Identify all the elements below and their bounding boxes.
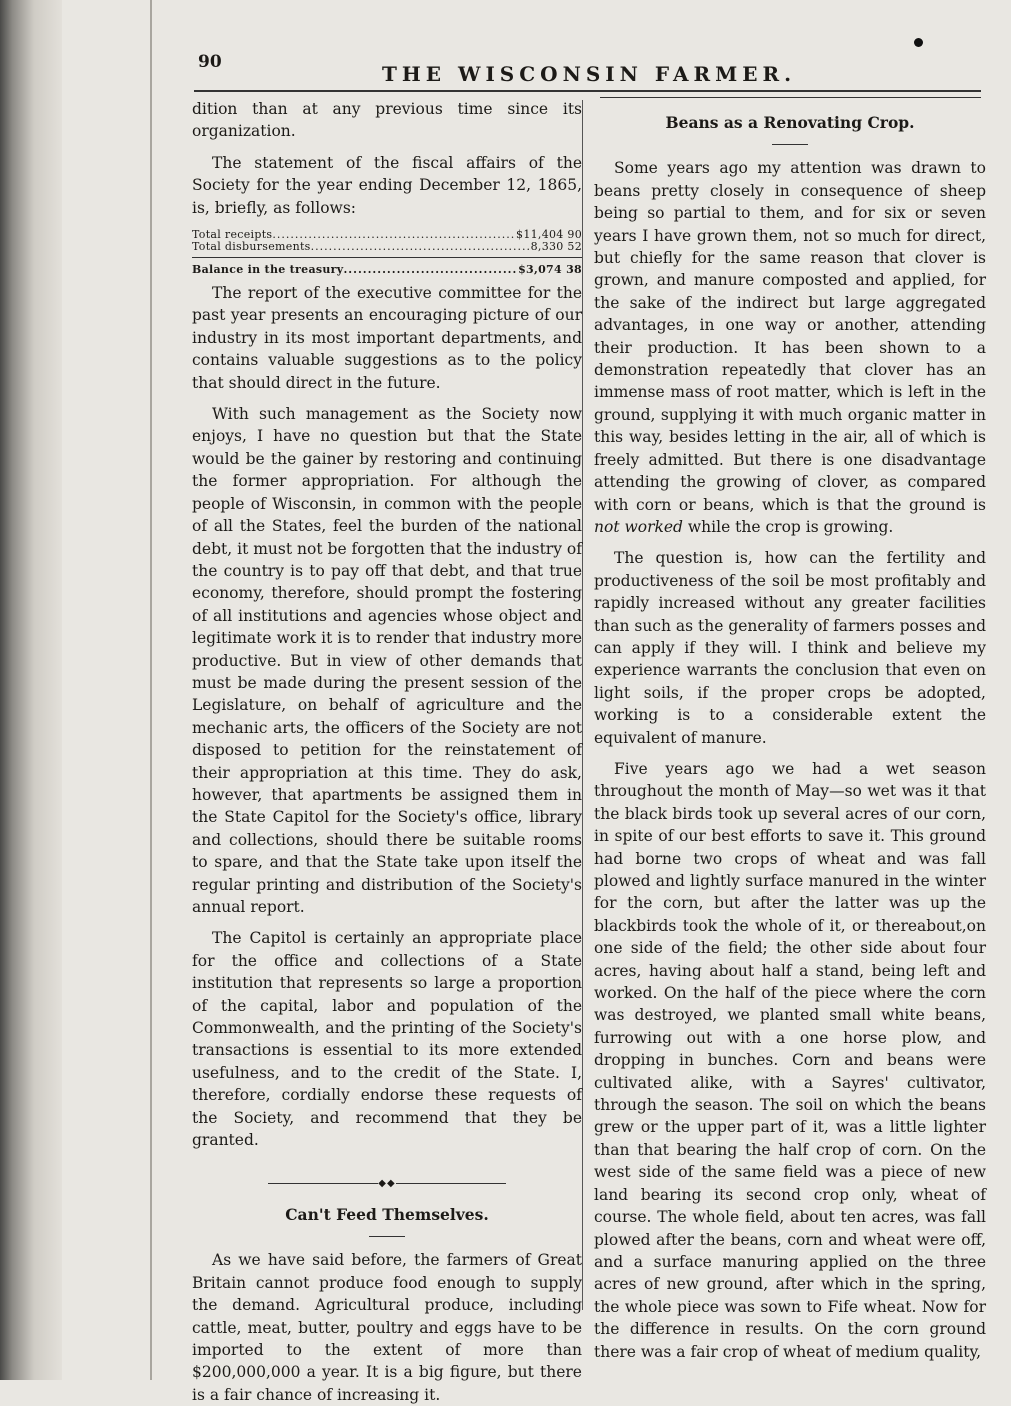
balance-label: Balance in the treasury (192, 263, 344, 277)
right-column (594, 112, 986, 1363)
balance-value: $3,074 38 (518, 263, 582, 277)
ornament-diamonds: ◆◆ (378, 1178, 396, 1190)
page-number: 90 (198, 52, 222, 72)
paragraph-text: while the crop is growing. (687, 517, 894, 536)
paragraph: The statement of the fiscal affairs of the Society for the year ending December 12, 1865, is, briefly, as follows: (192, 153, 582, 217)
receipts-label: Total receipts (192, 228, 273, 242)
disbursements-value: 8,330 52 (530, 240, 582, 254)
paragraph: The Capitol is certainly an appropriate place for the office and collections of a State institution that represents so large a proportion of the capital, labor and population of the Commonwealth, and the printing of the Society's transactions is essential to its more extended usefulness, and to the credit of the State. I, therefore, cordially endorse these requests of the Society, and recommend that they be granted. (192, 929, 582, 1150)
section-ornament (192, 1173, 582, 1195)
paragraph: The question is, how can the fertility and productiveness of the soil be most profitably and rapidly increased without any greater facilities than such as the generality of farmers posses and can apply if they will. I think and believe my experience warrants the conclusion that even on light soils, if the proper crops be adopted, working is to a considerable extent the equivalent of manure. (594, 549, 986, 747)
column-divider (582, 100, 583, 1310)
title-rule (772, 144, 808, 145)
header-rule (194, 90, 981, 92)
receipts-value: $11,404 90 (516, 228, 582, 242)
ink-blot (914, 38, 923, 47)
paragraph: Five years ago we had a wet season throughout the month of May—so wet was it that the black birds took up several acres of our corn, in spite of our best efforts to save it. This ground had borne two crops of wheat and was fall plowed and lightly surface manured in the winter for the corn, but after the latter was up the blackbirds took the whole of it, or thereabout,on one side of the field; the other side about four acres, having about half a stand, being left and worked. On the half of the piece where the corn was destroyed, we planted small white beans, furrowing out with a one horse plow, and dropping in bunches. Corn and beans were cultivated alike, with a Sayres' cultivator, through the season. The soil on which the beans grew or the upper part of it, was a little lighter than that bearing the half crop of corn. On the west side of the same field was a piece of new land bearing its second crop only, wheat of course. The whole field, about ten acres, was fall plowed after the beans, corn and wheat were off, and a surface manuring applied on the three acres of new ground, after which in the spring, the whole piece was sown to Fife wheat. Now for the difference in results. On the corn ground there was a fair crop of wheat of medium quality, (594, 759, 986, 1361)
sum-rule (192, 257, 582, 258)
paragraph: As we have said before, the farmers of Great Britain cannot produce food enough to supply the demand. Agricultural produce, including cattle, meat, butter, poultry and eggs have to be imported to the extent of more than $200,000,000 a year. It is a big figure, but there is a fair chance of increasing it. (192, 1251, 582, 1404)
section-title: Can't Feed Themselves. (285, 1204, 489, 1224)
paragraph-text: Some years ago my attention was drawn to beans pretty closely in consequence of sheep being so partial to them, and for six or seven years I have grown them, not so much for direct, but chiefly for the same reason that clover is grown, and manure composted and applied, for the sake of the indirect but large aggregated advantages, in one way or another, attending their production. It has been shown to a demonstration repeatedly that clover has an immense mass of root matter, which is left in the ground, supplying it with much organic matter in this way, besides letting in the air, all of which is freely admitted. But there is one disadvantage attending the growing of clover, as compared with corn or beans, which is that the ground is (594, 159, 986, 514)
disbursements-label: Total disbursements (192, 240, 311, 254)
leader-dots (343, 264, 518, 276)
paragraph: With such management as the Society now enjoys, I have no question but that the State would be the gainer by restoring and continuing the former appropriation. For although the people of Wisconsin, in common with the people of all the States, feel the burden of the national debt, it must not be forgotten that the industry of the country is to pay off that debt, and that true economy, therefore, should prompt the fostering of all institutions and agencies whose object and legitimate work it is to render that industry more productive. But in view of other demands that must be made during the present session of the Legislature, on behalf of agriculture and the mechanic arts, the officers of the Society are not disposed to petition for the reinstatement of their appropriation at this time. They do ask, however, that apartments be assigned them in the State Capitol for the Society's office, library and collections, should there be suitable rooms to spare, and that the State take upon itself the regular printing and distribution of the Society's annual report. (192, 405, 582, 916)
leader-dots (311, 241, 531, 253)
page-edge-line (150, 0, 152, 1380)
title-rule (369, 1236, 405, 1237)
paragraph: dition than at any previous time since its organization. (192, 100, 582, 141)
book-gutter (0, 0, 62, 1380)
left-column (192, 98, 582, 1406)
ornament-rule (396, 1183, 506, 1184)
emphasis-text: not worked (594, 517, 683, 536)
ornament-rule (268, 1183, 378, 1184)
paragraph (594, 157, 986, 538)
paragraph: The report of the executive committee for the past year presents an encouraging picture of our industry in its most important departments, and contains valuable suggestions as to the policy that should direct in the future. (192, 284, 582, 392)
header-rule-secondary (600, 97, 981, 98)
balance-row (192, 264, 582, 276)
disbursements-row (192, 241, 582, 253)
section-title: Beans as a Renovating Crop. (665, 113, 915, 132)
financial-statement (192, 229, 582, 276)
running-title: THE WISCONSIN FARMER. (382, 62, 797, 86)
